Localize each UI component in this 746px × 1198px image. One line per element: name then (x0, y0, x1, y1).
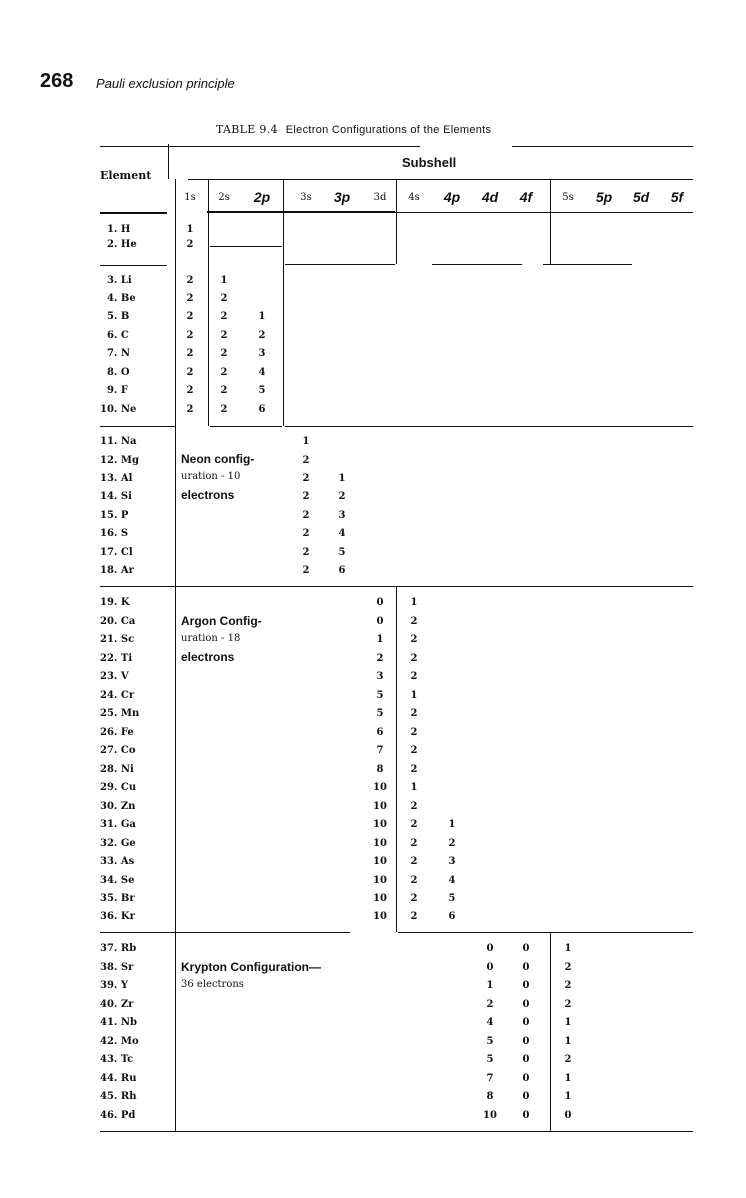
cell-3d: 10 (373, 782, 387, 793)
element-label: 31. Ga (100, 819, 136, 830)
cell-5s: 1 (564, 1091, 572, 1102)
cell-3d: 8 (376, 764, 384, 775)
core-note (181, 958, 321, 994)
h-rule (100, 932, 350, 933)
column-header-4s: 4s (408, 192, 420, 203)
h-rule (100, 1131, 693, 1132)
cell-4f: 0 (522, 1110, 530, 1121)
cell-3d: 10 (373, 875, 387, 886)
column-header-2s: 2s (218, 192, 230, 203)
element-label: 41. Nb (100, 1017, 138, 1028)
column-header-5s: 5s (562, 192, 574, 203)
cell-2s: 2 (220, 311, 228, 322)
core-note-count: uration - 10 (181, 471, 241, 482)
cell-4f: 0 (522, 943, 530, 954)
cell-4f: 0 (522, 980, 530, 991)
v-rule (208, 179, 209, 426)
cell-3d: 3 (376, 671, 384, 682)
cell-3d: 1 (376, 634, 384, 645)
cell-4d: 1 (486, 980, 494, 991)
cell-3p: 6 (338, 565, 346, 576)
h-rule (285, 264, 395, 265)
cell-3d: 10 (373, 801, 387, 812)
cell-2s: 2 (220, 385, 228, 396)
cell-5s: 1 (564, 1073, 572, 1084)
element-label: 44. Ru (100, 1073, 137, 1084)
element-label: 43. Tc (100, 1054, 134, 1065)
cell-4d: 8 (486, 1091, 494, 1102)
cell-3s: 2 (302, 565, 310, 576)
h-rule (100, 212, 167, 214)
cell-4p: 1 (448, 819, 456, 830)
core-note-title: Argon Config- (181, 614, 262, 628)
cell-1s: 2 (186, 367, 194, 378)
element-label: 12. Mg (100, 455, 139, 466)
cell-4f: 0 (522, 999, 530, 1010)
column-header-5f: 5f (670, 189, 684, 205)
cell-4s: 1 (410, 690, 418, 701)
column-header-5d: 5d (632, 189, 650, 205)
h-rule (100, 426, 175, 427)
cell-5s: 1 (564, 1017, 572, 1028)
element-label: 30. Zn (100, 801, 136, 812)
element-label: 32. Ge (100, 838, 136, 849)
column-header-1s: 1s (184, 192, 196, 203)
element-label: 6. C (100, 330, 129, 341)
v-rule (283, 179, 284, 426)
cell-4s: 2 (410, 764, 418, 775)
v-rule (396, 586, 397, 932)
h-rule (285, 426, 693, 427)
cell-3d: 0 (376, 597, 384, 608)
cell-4d: 0 (486, 962, 494, 973)
v-rule (175, 179, 176, 1131)
cell-2s: 2 (220, 348, 228, 359)
cell-1s: 2 (186, 330, 194, 341)
cell-4d: 0 (486, 943, 494, 954)
cell-2p: 6 (258, 404, 266, 415)
subshell-header: Subshell (402, 155, 457, 170)
element-label: 34. Se (100, 875, 135, 886)
cell-3d: 5 (376, 690, 384, 701)
cell-3d: 6 (376, 727, 384, 738)
cell-4d: 5 (486, 1054, 494, 1065)
element-label: 8. O (100, 367, 130, 378)
h-rule (210, 246, 282, 247)
element-label: 10. Ne (100, 404, 137, 415)
cell-4s: 2 (410, 875, 418, 886)
element-label: 22. Ti (100, 653, 133, 664)
element-label: 13. Al (100, 473, 133, 484)
element-label: 36. Kr (100, 911, 135, 922)
cell-3p: 3 (338, 510, 346, 521)
cell-3d: 10 (373, 893, 387, 904)
cell-1s: 1 (186, 224, 194, 235)
element-label: 1. H (100, 224, 131, 235)
cell-3d: 10 (373, 911, 387, 922)
cell-5s: 2 (564, 962, 572, 973)
element-label: 5. B (100, 311, 130, 322)
cell-4f: 0 (522, 1054, 530, 1065)
element-label: 35. Br (100, 893, 135, 904)
cell-3s: 2 (302, 473, 310, 484)
element-label: 19. K (100, 597, 130, 608)
table-caption-label: TABLE 9.4 (216, 123, 278, 136)
column-header-4d: 4d (481, 189, 499, 205)
element-label: 37. Rb (100, 943, 137, 954)
v-rule (550, 179, 551, 264)
cell-1s: 2 (186, 404, 194, 415)
cell-2s: 1 (220, 275, 228, 286)
element-label: 45. Rh (100, 1091, 137, 1102)
cell-4s: 2 (410, 653, 418, 664)
core-note-electrons: electrons (181, 488, 235, 502)
cell-2s: 2 (220, 293, 228, 304)
cell-2p: 3 (258, 348, 266, 359)
cell-4s: 2 (410, 634, 418, 645)
cell-4d: 10 (483, 1110, 497, 1121)
cell-5s: 2 (564, 1054, 572, 1065)
element-label: 38. Sr (100, 962, 134, 973)
cell-4s: 2 (410, 745, 418, 756)
element-label: 23. V (100, 671, 129, 682)
cell-2p: 1 (258, 311, 266, 322)
cell-4f: 0 (522, 962, 530, 973)
cell-1s: 2 (186, 239, 194, 250)
element-label: 2. He (100, 239, 137, 250)
cell-3d: 10 (373, 819, 387, 830)
v-rule (168, 144, 169, 179)
element-label: 3. Li (100, 275, 132, 286)
h-rule (100, 265, 167, 266)
core-note (181, 450, 254, 504)
h-rule (512, 146, 693, 147)
cell-3s: 2 (302, 528, 310, 539)
core-note-electrons: electrons (181, 650, 235, 664)
h-rule (543, 264, 632, 265)
cell-4d: 5 (486, 1036, 494, 1047)
element-label: 14. Si (100, 491, 132, 502)
cell-4s: 2 (410, 801, 418, 812)
element-label: 11. Na (100, 436, 137, 447)
element-label: 15. P (100, 510, 129, 521)
cell-5s: 1 (564, 1036, 572, 1047)
element-label: 42. Mo (100, 1036, 139, 1047)
core-note-title: Krypton Configuration— (181, 960, 321, 974)
h-rule (188, 179, 693, 180)
column-header-2p: 2p (253, 189, 271, 205)
cell-4s: 2 (410, 893, 418, 904)
element-label: 40. Zr (100, 999, 134, 1010)
column-header-5p: 5p (595, 189, 613, 205)
column-header-3p: 3p (333, 189, 351, 205)
cell-4p: 6 (448, 911, 456, 922)
cell-3s: 2 (302, 510, 310, 521)
cell-3d: 2 (376, 653, 384, 664)
cell-3d: 0 (376, 616, 384, 627)
table-caption-text: Electron Configurations of the Elements (285, 124, 492, 136)
cell-4p: 3 (448, 856, 456, 867)
cell-2p: 4 (258, 367, 266, 378)
cell-2p: 2 (258, 330, 266, 341)
cell-2s: 2 (220, 367, 228, 378)
core-note-count: 36 electrons (181, 979, 244, 990)
cell-4s: 2 (410, 838, 418, 849)
cell-2s: 2 (220, 404, 228, 415)
cell-1s: 2 (186, 385, 194, 396)
page-number: 268 (40, 70, 74, 92)
v-rule (396, 179, 397, 264)
cell-3d: 7 (376, 745, 384, 756)
cell-3d: 5 (376, 708, 384, 719)
element-label: 20. Ca (100, 616, 136, 627)
element-label: 29. Cu (100, 782, 137, 793)
cell-4f: 0 (522, 1073, 530, 1084)
element-label: 24. Cr (100, 690, 135, 701)
cell-4p: 2 (448, 838, 456, 849)
h-rule (100, 146, 420, 147)
cell-4f: 0 (522, 1091, 530, 1102)
cell-4p: 5 (448, 893, 456, 904)
v-rule (550, 932, 551, 1131)
h-rule (398, 932, 693, 933)
core-note-count: uration - 18 (181, 633, 241, 644)
column-header-4f: 4f (519, 189, 533, 205)
element-label: 25. Mn (100, 708, 140, 719)
cell-3s: 1 (302, 436, 310, 447)
element-label: 17. Cl (100, 547, 133, 558)
core-note (181, 612, 262, 666)
cell-1s: 2 (186, 275, 194, 286)
cell-4p: 4 (448, 875, 456, 886)
element-label: 28. Ni (100, 764, 134, 775)
cell-3d: 10 (373, 838, 387, 849)
cell-4d: 7 (486, 1073, 494, 1084)
cell-4s: 2 (410, 856, 418, 867)
h-rule (210, 426, 282, 427)
element-header: Element (100, 169, 152, 182)
element-label: 16. S (100, 528, 129, 539)
cell-4s: 2 (410, 671, 418, 682)
element-label: 7. N (100, 348, 131, 359)
cell-4s: 2 (410, 819, 418, 830)
cell-4d: 4 (486, 1017, 494, 1028)
cell-4s: 1 (410, 782, 418, 793)
element-label: 21. Sc (100, 634, 135, 645)
column-header-3d: 3d (373, 192, 387, 203)
h-rule (432, 264, 522, 265)
element-label: 46. Pd (100, 1110, 136, 1121)
element-label: 33. As (100, 856, 135, 867)
h-rule (207, 212, 693, 213)
cell-4s: 2 (410, 727, 418, 738)
element-label: 18. Ar (100, 565, 134, 576)
cell-4f: 0 (522, 1036, 530, 1047)
cell-3d: 10 (373, 856, 387, 867)
cell-3p: 5 (338, 547, 346, 558)
cell-2p: 5 (258, 385, 266, 396)
cell-3p: 4 (338, 528, 346, 539)
cell-5s: 2 (564, 999, 572, 1010)
cell-1s: 2 (186, 348, 194, 359)
core-note-title: Neon config- (181, 452, 255, 466)
running-title: Pauli exclusion principle (96, 76, 235, 91)
cell-1s: 2 (186, 293, 194, 304)
cell-3p: 2 (338, 491, 346, 502)
element-label: 4. Be (100, 293, 136, 304)
column-header-4p: 4p (443, 189, 461, 205)
element-label: 9. F (100, 385, 128, 396)
cell-4s: 2 (410, 911, 418, 922)
cell-5s: 2 (564, 980, 572, 991)
cell-3s: 2 (302, 547, 310, 558)
column-header-3s: 3s (300, 192, 312, 203)
cell-3s: 2 (302, 491, 310, 502)
cell-4f: 0 (522, 1017, 530, 1028)
cell-5s: 1 (564, 943, 572, 954)
cell-4s: 1 (410, 597, 418, 608)
cell-4s: 2 (410, 616, 418, 627)
cell-2s: 2 (220, 330, 228, 341)
cell-4s: 2 (410, 708, 418, 719)
element-label: 39. Y (100, 980, 129, 991)
cell-3p: 1 (338, 473, 346, 484)
cell-1s: 2 (186, 311, 194, 322)
table-caption (216, 123, 491, 136)
element-label: 26. Fe (100, 727, 134, 738)
element-label: 27. Co (100, 745, 136, 756)
cell-3s: 2 (302, 455, 310, 466)
cell-4d: 2 (486, 999, 494, 1010)
cell-5s: 0 (564, 1110, 572, 1121)
